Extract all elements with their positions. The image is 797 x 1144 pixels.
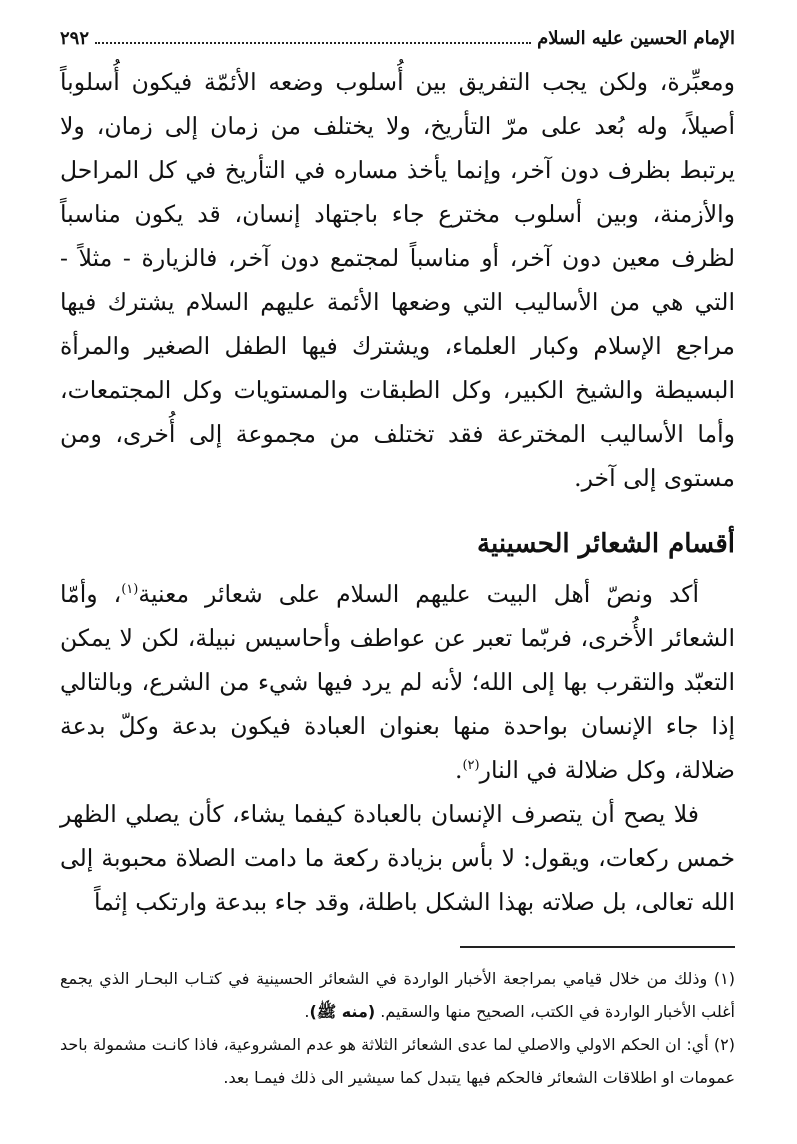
paragraph-2-text-a: أكد ونصّ أهل البيت عليهم السلام على شعائر معنية [138, 580, 699, 608]
footnote-ref-2: (٢) [462, 758, 480, 774]
footnote-1-number: (١) [713, 969, 735, 988]
book-page [60, 26, 735, 1094]
paragraph-1: ومعبِّرة، ولكن يجب التفريق بين أُسلوب وضعه الأئمّة فيكون أُسلوباً أصيلاً، وله بُعد على مرّ التأريخ، ولا يختلف من زمان إلى زمان، ولا يرتبط بظرف دون آخر، وإنما يأخذ مساره في التأريخ في كل المراحل والأزمنة، وبين أسلوب مخترع جاء باجتهاد إنسان، قد يكون مناسباً لظرف معين دون آخر، أو مناسباً لمجتمع دون آخر، فالزيارة - مثلاً - التي هي من الأساليب التي وضعها الأئمة عليهم السلام يشترك فيها مراجع الإسلام وكبار العلماء، ويشترك فيها الطفل الصغير والمرأة البسيطة والشيخ الكبير، وكل الطبقات والمستويات وكل المجتمعات، وأما الأساليب المخترعة فقد تختلف من مجموعة إلى أُخرى، ومن مستوى إلى آخر. [60, 68, 735, 492]
paragraph-2 [60, 572, 735, 792]
main-text [60, 60, 735, 924]
header-title: الإمام الحسين عليه السلام [537, 28, 735, 49]
footnote-2-text: أي: ان الحكم الاولي والاصلي لما عدى الشعائر الثلاثة هو عدم المشروعية، فاذا كانـت مشمولة باحد عمومات او اطلاقات الشعائر فالحكم فيها يتبدل كما سيشير الى ذلك فيمـا بعد. [60, 1035, 735, 1087]
header-leader-dots [95, 42, 531, 44]
footnote-1-text: وذلك من خلال قيامي بمراجعة الأخبار الواردة في الشعائر الحسينية في كتـاب البحـار الذي يجمع أغلب الأخبار الواردة في الكتب، الصحيح منها والسقيم. [60, 969, 735, 1021]
footnotes [60, 962, 735, 1094]
footnote-2 [60, 1028, 735, 1094]
footnote-1-end: . [304, 1002, 310, 1021]
paragraph-3: فلا يصح أن يتصرف الإنسان بالعبادة كيفما يشاء، كأن يصلي الظهر خمس ركعات، ويقول: لا بأس بزيادة ركعة ما دامت الصلاة محبوبة إلى الله تعالى، بل صلاته بهذا الشكل باطلة، وقد جاء ببدعة وارتكب إثماً [60, 800, 735, 916]
footnote-1 [60, 962, 735, 1028]
section-heading: أقسام الشعائر الحسينية [477, 529, 735, 559]
paragraph-2-end: . [454, 756, 463, 784]
paragraph-2-text-b: ، وأمّا الشعائر الأُخرى، فربّما تعبر عن عواطف وأحاسيس نبيلة، لكن لا يمكن التعبّد والتقرب بها إلى الله؛ لأنه لم يرد فيها شيء من الشرع، وبالتالي إذا جاء الإنسان بواحدة منها بعنوان العبادة فيكون بدعة وكلّ بدعة ضلالة، وكل ضلالة في النار [60, 580, 735, 784]
footnote-separator [460, 946, 735, 948]
running-header [60, 26, 735, 52]
footnote-2-number: (٢) [713, 1035, 735, 1054]
page-number: ٢٩٢ [60, 28, 90, 49]
footnote-1-author: (منه ﷺ) [309, 1002, 376, 1021]
footnote-ref-1: (١) [121, 582, 139, 598]
